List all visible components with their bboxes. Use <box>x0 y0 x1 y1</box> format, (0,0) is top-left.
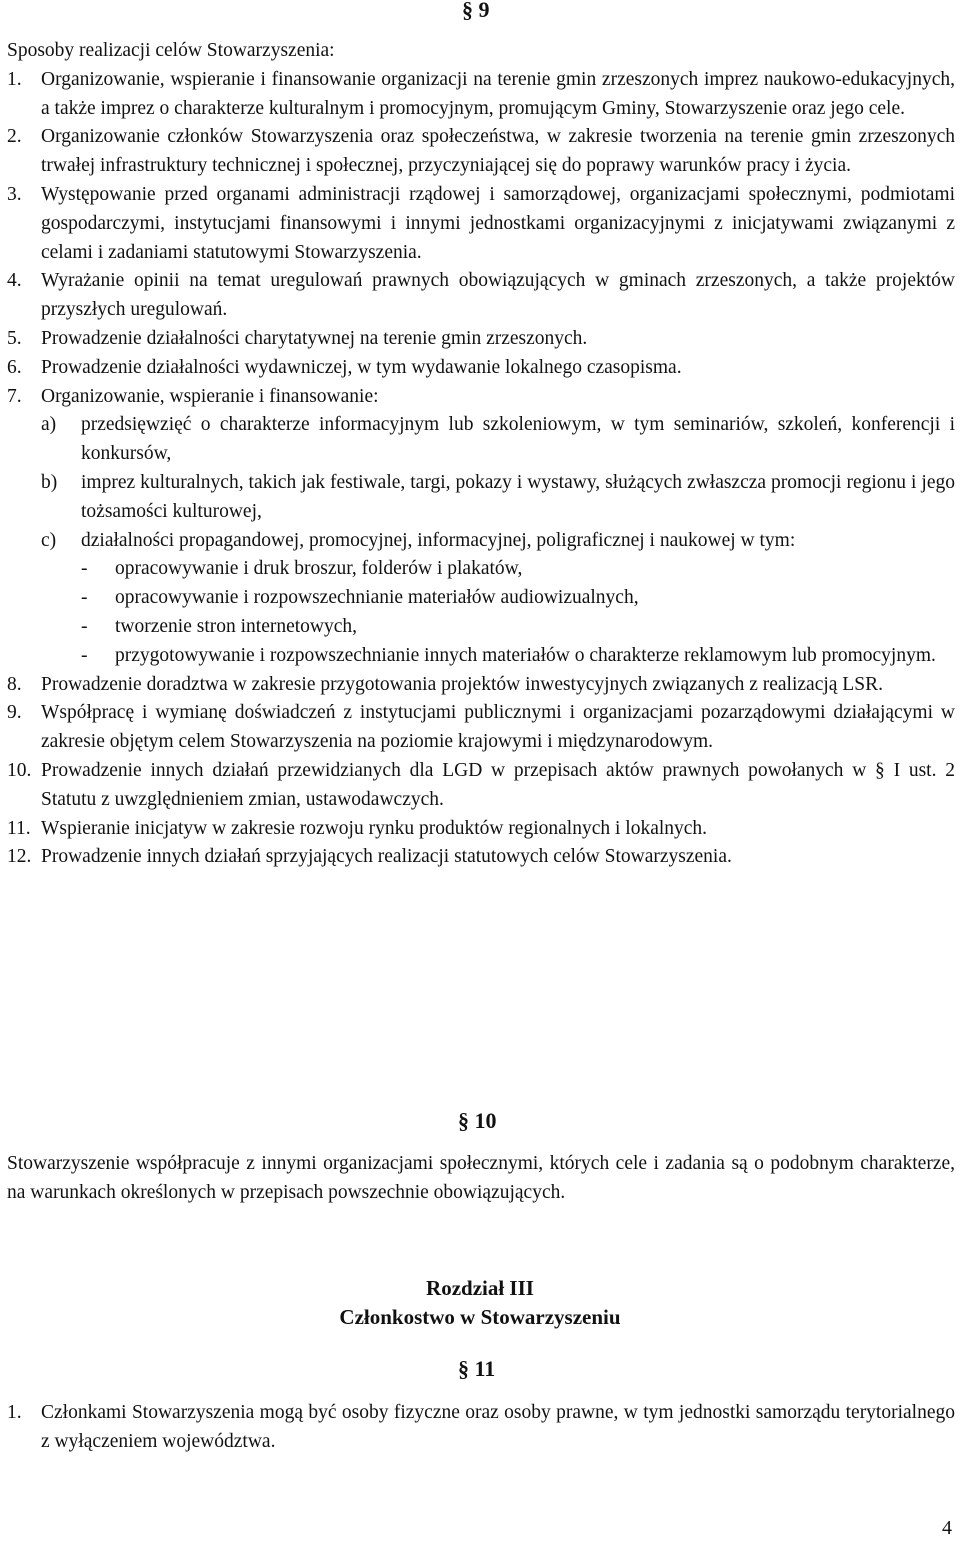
sub-list-item-letter: b) <box>41 471 58 493</box>
dash-bullet: - <box>81 587 88 609</box>
dash-list-item <box>41 584 955 613</box>
list-item-text: Występowanie przed organami administracji rządowej i samorządowej, organizacjami społecznymi, podmiotami gospodarczymi, instytucjami finansowymi i innymi jednostkami organizacyjnymi z inicjatywami związanymi z celami i zadaniami statutowymi Stowarzyszenia. <box>41 183 955 263</box>
list-item-number: 7. <box>7 385 22 407</box>
list-item-number: 4. <box>7 270 22 292</box>
list-item <box>7 383 955 671</box>
list-item-number: 11. <box>7 817 31 839</box>
list-item-text: Organizowanie, wspieranie i finansowanie: <box>41 385 379 407</box>
section-sign: § <box>458 1108 469 1133</box>
sub-list-item <box>41 469 955 527</box>
section-number: 10 <box>474 1108 497 1133</box>
dash-list-item-text: opracowywanie i druk broszur, folderów i plakatów, <box>115 558 523 580</box>
list-item <box>7 757 955 815</box>
list-item-number: 8. <box>7 673 22 695</box>
list-item-text: Organizowanie, wspieranie i finansowanie organizacji na terenie gmin zrzeszonych imprez naukowo-edukacyjnych, a także imprez o charakterze kulturalnym i promocyjnym, promującym Gminy, Stowarzyszenie oraz jego cele. <box>41 68 955 119</box>
section-10-body: Stowarzyszenie współpracuje z innymi organizacjami społecznymi, których cele i zadania są o podobnym charakterze, na warunkach określonych w przepisach powszechnie obowiązujących. <box>7 1153 955 1203</box>
section-11-body <box>7 1399 955 1457</box>
dash-list-item-text: przygotowywanie i rozpowszechnianie innych materiałów o charakterze reklamowym lub promocyjnym. <box>115 644 936 666</box>
list-item <box>7 1399 955 1457</box>
list-item-text: Członkami Stowarzyszenia mogą być osoby fizyczne oraz osoby prawne, w tym jednostki samorządu terytorialnego z wyłączeniem województwa. <box>41 1402 955 1452</box>
dash-list-item <box>41 642 955 671</box>
dash-list-item-text: opracowywanie i rozpowszechnianie materiałów audiowizualnych, <box>115 587 639 609</box>
list-item <box>7 66 955 124</box>
section-number: 11 <box>474 1356 496 1381</box>
dash-list-item-text: tworzenie stron internetowych, <box>115 615 358 637</box>
section-sign: § <box>458 1356 469 1381</box>
list-item-text: Współpracę i wymianę doświadczeń z instytucjami publicznymi i organizacjami pozarządowymi działającymi w zakresie objętym celem Stowarzyszenia na poziomie krajowymi i międzynarodowym. <box>41 702 955 753</box>
list-item <box>7 267 955 325</box>
list-item-number: 6. <box>7 356 22 378</box>
section-sign: § <box>462 0 473 22</box>
sub-list-item <box>41 411 955 469</box>
list-item-number: 12. <box>7 846 32 868</box>
list-item-number: 10. <box>7 759 32 781</box>
dash-list-item <box>41 555 955 584</box>
list-item-number: 3. <box>7 183 22 205</box>
sub-list-item <box>41 527 955 556</box>
chapter-subtitle: Członkostwo w Stowarzyszeniu <box>339 1305 621 1329</box>
sub-list-item-text: działalności propagandowej, promocyjnej, informacyjnej, poligraficznej i naukowej w tym: <box>81 529 796 551</box>
dash-list-item <box>41 613 955 642</box>
sub-list-item-text: imprez kulturalnych, takich jak festiwale, targi, pokazy i wystawy, służących zwłaszcza promocji regionu i jego tożsamości kulturowej, <box>81 471 955 522</box>
chapter-title: Rozdział III <box>426 1276 534 1300</box>
list-item <box>7 354 955 383</box>
section-number: 9 <box>478 0 490 22</box>
list-item-number: 5. <box>7 327 22 349</box>
list-item-text: Organizowanie członków Stowarzyszenia oraz społeczeństwa, w zakresie tworzenia na terenie gmin zrzeszonych trwałej infrastruktury technicznej i społecznej, przyczyniającej się do poprawy warunków pracy i życia. <box>41 126 955 177</box>
section-9-intro: Sposoby realizacji celów Stowarzyszenia: <box>7 40 335 61</box>
list-item <box>7 325 955 354</box>
list-item-text: Prowadzenie działalności charytatywnej na terenie gmin zrzeszonych. <box>41 327 588 349</box>
sub-list-item-letter: c) <box>41 529 57 551</box>
dash-bullet: - <box>81 644 88 666</box>
list-item <box>7 815 955 844</box>
list-item-text: Prowadzenie doradztwa w zakresie przygotowania projektów inwestycyjnych związanych z realizacją LSR. <box>41 673 883 695</box>
section-9-heading <box>462 0 490 25</box>
list-item-number: 1. <box>7 68 22 90</box>
list-item <box>7 181 955 267</box>
list-item-text: Wspieranie inicjatyw w zakresie rozwoju rynku produktów regionalnych i lokalnych. <box>41 817 708 839</box>
section-9-list <box>7 66 955 872</box>
list-item-text: Wyrażanie opinii na temat uregulowań prawnych obowiązujących w gminach zrzeszonych, a także projektów przyszłych uregulowań. <box>41 270 955 321</box>
list-item-number: 9. <box>7 702 22 724</box>
list-item <box>7 843 955 872</box>
dash-bullet: - <box>81 615 88 637</box>
list-item-text: Prowadzenie działalności wydawniczej, w tym wydawanie lokalnego czasopisma. <box>41 356 682 378</box>
sub-list-item-letter: a) <box>41 414 57 436</box>
list-item-text: Prowadzenie innych działań przewidzianych dla LGD w przepisach aktów prawnych powołanych w § I ust. 2 Statutu z uwzględnieniem zmian, ustawodawczych. <box>41 759 955 810</box>
list-item <box>7 123 955 181</box>
list-item <box>7 699 955 757</box>
list-item-text: Prowadzenie innych działań sprzyjających realizacji statutowych celów Stowarzyszenia. <box>41 846 732 868</box>
list-item-number: 1. <box>7 1402 22 1423</box>
dash-bullet: - <box>81 558 88 580</box>
section-10-heading <box>458 1107 497 1136</box>
sub-list-item-text: przedsięwzięć o charakterze informacyjnym lub szkoleniowym, w tym seminariów, szkoleń, konferencji i konkursów, <box>81 414 955 465</box>
page-number: 4 <box>942 1517 952 1539</box>
list-item <box>7 671 955 700</box>
section-11-heading <box>458 1355 495 1384</box>
section-9-body <box>7 37 955 872</box>
list-item-number: 2. <box>7 126 22 148</box>
